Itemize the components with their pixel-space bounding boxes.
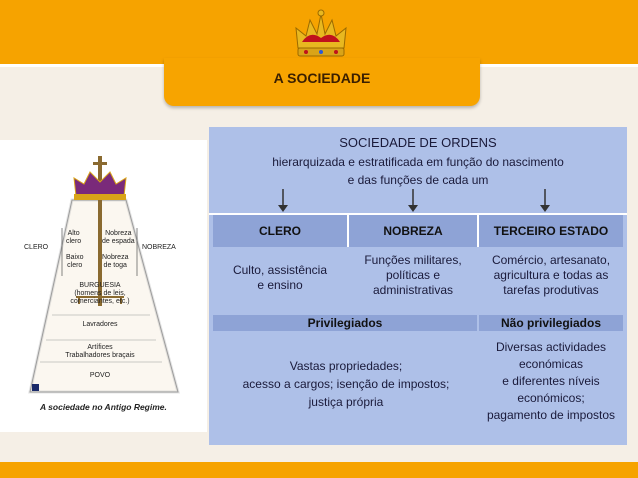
cell-nobreza: Funções militares, políticas e administrativas xyxy=(364,253,462,297)
page-title: A SOCIEDADE xyxy=(273,70,371,86)
cell-terceiro-estado: Comércio, artesanato, agricultura e todas as tarefas produtivas xyxy=(491,253,611,297)
panel-subtitle-2: e das funções de cada um xyxy=(347,173,489,187)
footer-bar xyxy=(0,462,638,478)
label-artifices: Artífices xyxy=(87,344,113,351)
label-baixo-clero: Baixo clero xyxy=(66,254,84,269)
sociedade-ordens-panel xyxy=(209,127,627,445)
arrow-down-icon xyxy=(539,189,551,213)
panel-title: SOCIEDADE DE ORDENS xyxy=(339,135,497,150)
arrow-down-icon xyxy=(277,189,289,213)
band-privilegiados: Privilegiados xyxy=(213,315,477,331)
label-trabalhadores: Trabalhadores braçais xyxy=(65,352,135,359)
cell-nao-privilegiados: Diversas actividades económicas e diferentes níveis económicos; pagamento de impostos xyxy=(486,340,616,422)
label-clero: CLERO xyxy=(24,244,49,251)
title-tab xyxy=(164,58,480,106)
column-header-clero: CLERO xyxy=(213,215,347,247)
pyramid-illustration xyxy=(0,140,207,432)
label-povo: POVO xyxy=(89,372,111,379)
column-header-terceiro-estado: TERCEIRO ESTADO xyxy=(479,215,623,247)
cell-privilegiados: Vastas propriedades; acesso a cargos; isenção de impostos; justiça própria xyxy=(242,359,450,409)
label-nobreza: NOBREZA xyxy=(142,244,176,251)
label-lavradores: Lavradores xyxy=(82,321,118,328)
crown-icon xyxy=(292,8,350,62)
column-header-nobreza: NOBREZA xyxy=(349,215,477,247)
cell-clero: Culto, assistência e ensino xyxy=(232,263,328,292)
panel-subtitle-1: hierarquizada e estratificada em função do nascimento xyxy=(272,155,564,169)
arrow-down-icon xyxy=(407,189,419,213)
label-nobreza-toga: Nobreza de toga xyxy=(102,254,129,269)
label-alto-clero: Alto clero xyxy=(66,230,82,245)
label-nobreza-espada: Nobreza de espada xyxy=(102,230,135,245)
label-burguesia: BURGUESIA (homens de leis, comerciantes, etc.) xyxy=(70,282,130,305)
band-nao-privilegiados: Não privilegiados xyxy=(479,315,623,331)
pyramid-caption: A sociedade no Antigo Regime. xyxy=(40,402,167,412)
